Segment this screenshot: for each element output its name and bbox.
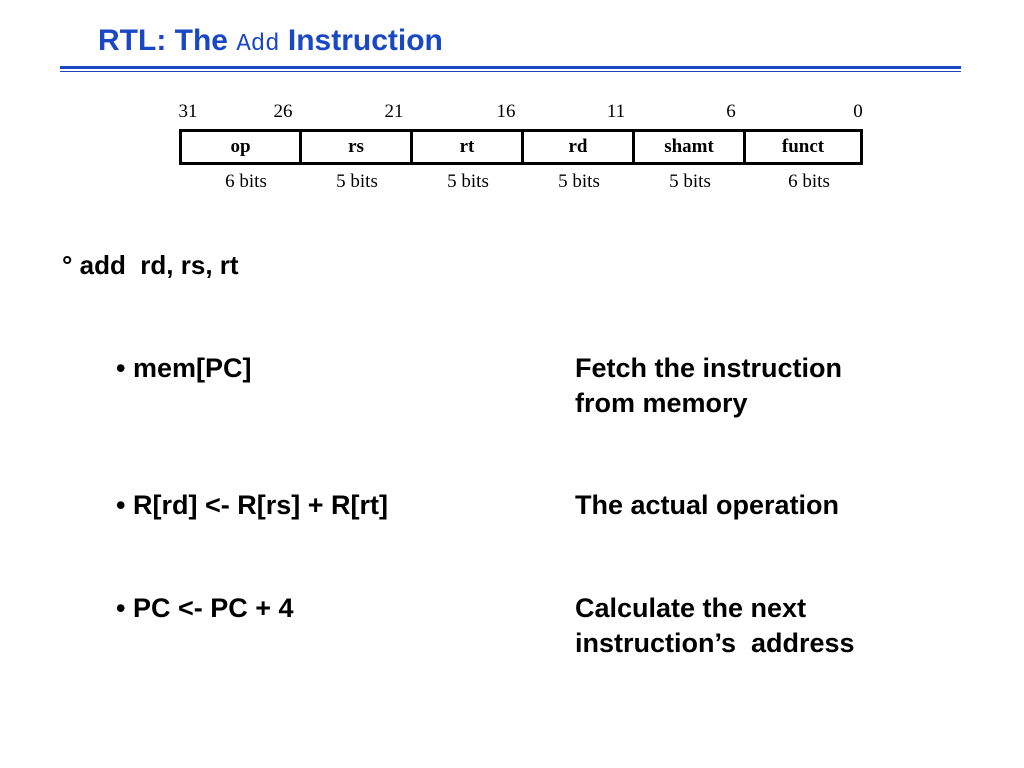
step-description: Fetch the instruction from memory — [575, 353, 843, 418]
step-expression-text: mem[PC] — [132, 353, 252, 383]
bit-position-6: 6 — [726, 101, 736, 122]
step-expression — [116, 351, 252, 386]
step-expression-text: R[rd] <- R[rs] + R[rt] — [132, 490, 388, 520]
field-width-rs: 5 bits — [336, 171, 378, 192]
title-rule-thin — [60, 71, 961, 72]
bit-position-26: 26 — [273, 101, 293, 122]
field-op: op — [230, 136, 251, 157]
slide-title — [98, 24, 443, 58]
bit-position-16: 16 — [496, 101, 516, 122]
bullet-icon: • — [116, 593, 126, 623]
degree-bullet-icon: ° — [62, 250, 73, 280]
field-width-funct: 6 bits — [788, 171, 830, 192]
bit-position-21: 21 — [384, 101, 404, 122]
field-width-rd: 5 bits — [558, 171, 600, 192]
bit-position-0: 0 — [853, 101, 863, 122]
bullet-icon: • — [116, 490, 126, 520]
field-rd: rd — [521, 132, 632, 162]
instruction-format-table — [179, 129, 863, 165]
step-description: Calculate the next instruction’s address — [575, 593, 855, 658]
field-rt: rt — [410, 132, 521, 162]
step-expression-text: PC <- PC + 4 — [132, 593, 294, 623]
instruction-bullet — [62, 250, 239, 281]
instruction-text: add rd, rs, rt — [79, 250, 239, 280]
step-description: The actual operation — [575, 490, 840, 520]
step-expression — [116, 591, 294, 626]
field-width-op: 6 bits — [225, 171, 267, 192]
field-funct: funct — [743, 132, 860, 162]
bit-position-31: 31 — [178, 101, 198, 122]
step-expression — [116, 488, 388, 523]
title-suffix: Instruction — [279, 24, 443, 57]
field-rs: rs — [299, 132, 410, 162]
field-width-shamt: 5 bits — [669, 171, 711, 192]
bit-position-11: 11 — [606, 101, 626, 122]
bullet-icon: • — [116, 353, 126, 383]
title-code: Add — [236, 31, 280, 58]
field-width-rt: 5 bits — [447, 171, 489, 192]
title-rule-thick — [60, 66, 961, 69]
title-prefix: RTL: The — [98, 24, 237, 57]
field-shamt: shamt — [632, 132, 743, 162]
